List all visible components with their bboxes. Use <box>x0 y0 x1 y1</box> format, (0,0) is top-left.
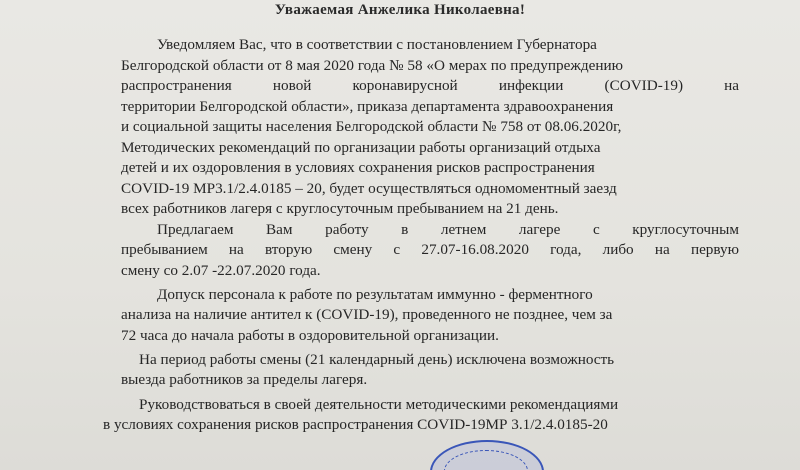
paragraph-2-line-3: смену со 2.07 -22.07.2020 года. <box>121 262 321 279</box>
paragraph-1-line-7: детей и их оздоровления в условиях сохранения рисков распространения <box>121 159 595 176</box>
paragraph-1-line-5: и социальной защиты населения Белгородской области № 758 от 08.06.2020г, <box>121 118 622 135</box>
paragraph-5-line-1: Руководствоваться в своей деятельности методическими рекомендациями <box>139 396 619 413</box>
paragraph-1-line-1: Уведомляем Вас, что в соответствии с постановлением Губернатора <box>157 36 597 53</box>
paragraph-1-line-3: распространения новой коронавирусной инфекции (COVID-19) на <box>121 77 739 94</box>
official-stamp <box>430 440 544 470</box>
paragraph-1-line-2: Белгородской области от 8 мая 2020 года № 58 «О мерах по предупреждению <box>121 57 623 74</box>
paragraph-4-line-2: выезда работников за пределы лагеря. <box>121 371 368 388</box>
paragraph-2-line-2: пребыванием на вторую смену с 27.07-16.08.2020 года, либо на первую <box>121 241 739 258</box>
paragraph-3-line-1: Допуск персонала к работе по результатам иммунно - ферментного <box>157 286 593 303</box>
paragraph-1-line-6: Методических рекомендаций по организации работы организаций отдыха <box>121 139 601 156</box>
paragraph-1-line-8: COVID-19 МР3.1/2.4.0185 – 20, будет осуществляться одномоментный заезд <box>121 180 617 197</box>
salutation: Уважаемая Анжелика Николаевна! <box>274 2 526 18</box>
stamp-inner-ring <box>444 450 528 470</box>
paragraph-1-line-4: территории Белгородской области», приказа департамента здравоохранения <box>121 98 614 115</box>
paragraph-1-line-9: всех работников лагеря с круглосуточным пребыванием на 21 день. <box>121 200 559 217</box>
paragraph-5-line-2: в условиях сохранения рисков распространения COVID-19МР 3.1/2.4.0185-20 <box>103 416 608 433</box>
paragraph-3-line-2: анализа на наличие антител к (COVID-19), проведенного не позднее, чем за <box>121 306 613 323</box>
paragraph-4-line-1: На период работы смены (21 календарный день) исключена возможность <box>139 351 615 368</box>
paragraph-3-line-3: 72 часа до начала работы в оздоровительной организации. <box>121 327 499 344</box>
paragraph-2-line-1: Предлагаем Вам работу в летнем лагере с круглосуточным <box>157 221 739 238</box>
